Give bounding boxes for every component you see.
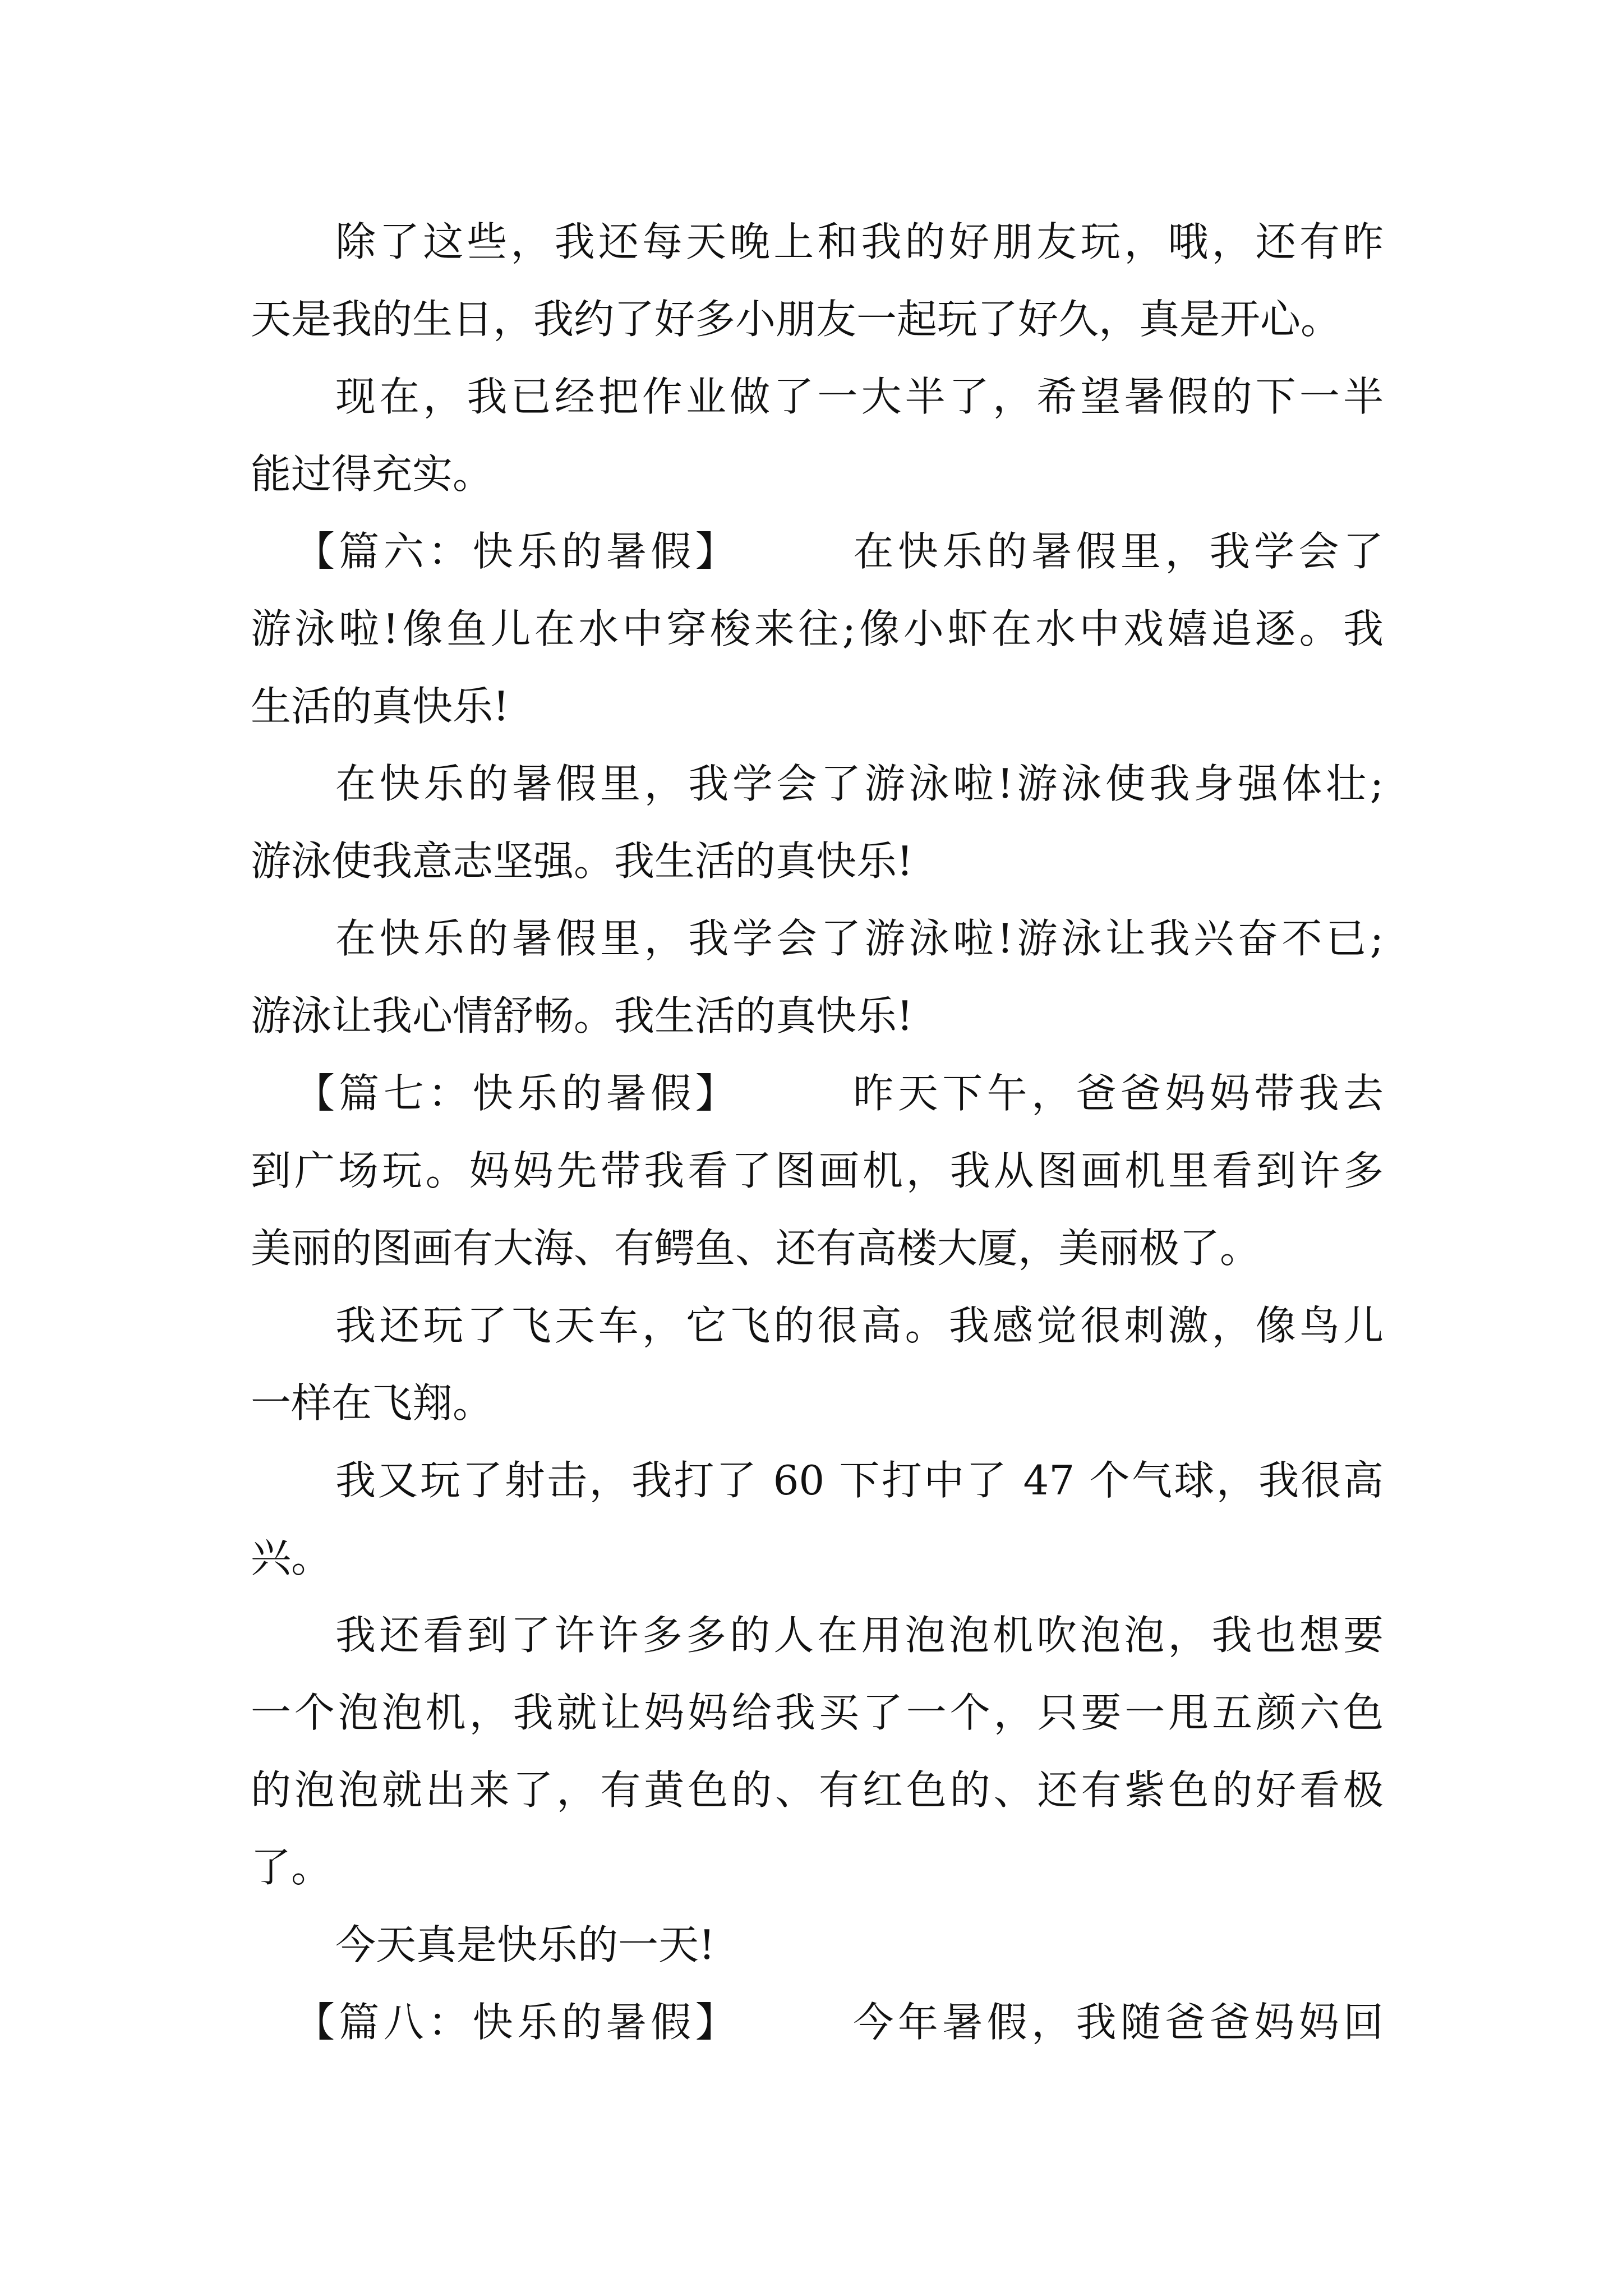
text-line: 游泳啦!像鱼儿在水中穿梭来往;像小虾在水中戏嬉追逐。我 — [251, 605, 1384, 652]
text-line: 美丽的图画有大海、有鳄鱼、还有高楼大厦，美丽极了。 — [251, 1225, 1261, 1272]
text-line: 我还玩了飞天车，它飞的很高。我感觉很刺激，像鸟儿 — [335, 1302, 1384, 1349]
text-line: 游泳让我心情舒畅。我生活的真快乐! — [251, 992, 913, 1039]
text-line: 在快乐的暑假里，我学会了游泳啦!游泳使我身强体壮; — [335, 760, 1384, 807]
text-line: 今天真是快乐的一天! — [335, 1921, 715, 1968]
text-line: 能过得充实。 — [251, 450, 494, 498]
section-heading-line: 【篇八：快乐的暑假】 今年暑假，我随爸爸妈妈回 — [294, 1999, 1384, 2046]
text-line: 生活的真快乐! — [251, 683, 509, 730]
text-line: 在快乐的暑假里，我学会了游泳啦!游泳让我兴奋不已; — [335, 915, 1384, 962]
text-line: 兴。 — [251, 1534, 332, 1581]
text-line: 我又玩了射击，我打了 60 下打中了 47 个气球，我很高 — [335, 1457, 1384, 1504]
text-line: 现在，我已经把作业做了一大半了，希望暑假的下一半 — [335, 373, 1384, 420]
text-line: 了。 — [251, 1844, 332, 1891]
text-line: 一个泡泡机，我就让妈妈给我买了一个，只要一甩五颜六色 — [251, 1689, 1384, 1736]
section-heading-line: 【篇七：快乐的暑假】 昨天下午，爸爸妈妈带我去 — [294, 1070, 1384, 1117]
text-line: 游泳使我意志坚强。我生活的真快乐! — [251, 838, 913, 885]
text-line: 天是我的生日，我约了好多小朋友一起玩了好久，真是开心。 — [251, 296, 1341, 343]
text-line: 的泡泡就出来了，有黄色的、有红色的、还有紫色的好看极 — [251, 1766, 1384, 1814]
text-line: 我还看到了许许多多的人在用泡泡机吹泡泡，我也想要 — [335, 1612, 1384, 1659]
section-heading-line: 【篇六：快乐的暑假】 在快乐的暑假里，我学会了 — [294, 528, 1384, 575]
text-line: 到广场玩。妈妈先带我看了图画机，我从图画机里看到许多 — [251, 1147, 1384, 1194]
text-line: 除了这些，我还每天晚上和我的好朋友玩，哦，还有昨 — [335, 218, 1384, 265]
text-line: 一样在飞翔。 — [251, 1379, 494, 1427]
